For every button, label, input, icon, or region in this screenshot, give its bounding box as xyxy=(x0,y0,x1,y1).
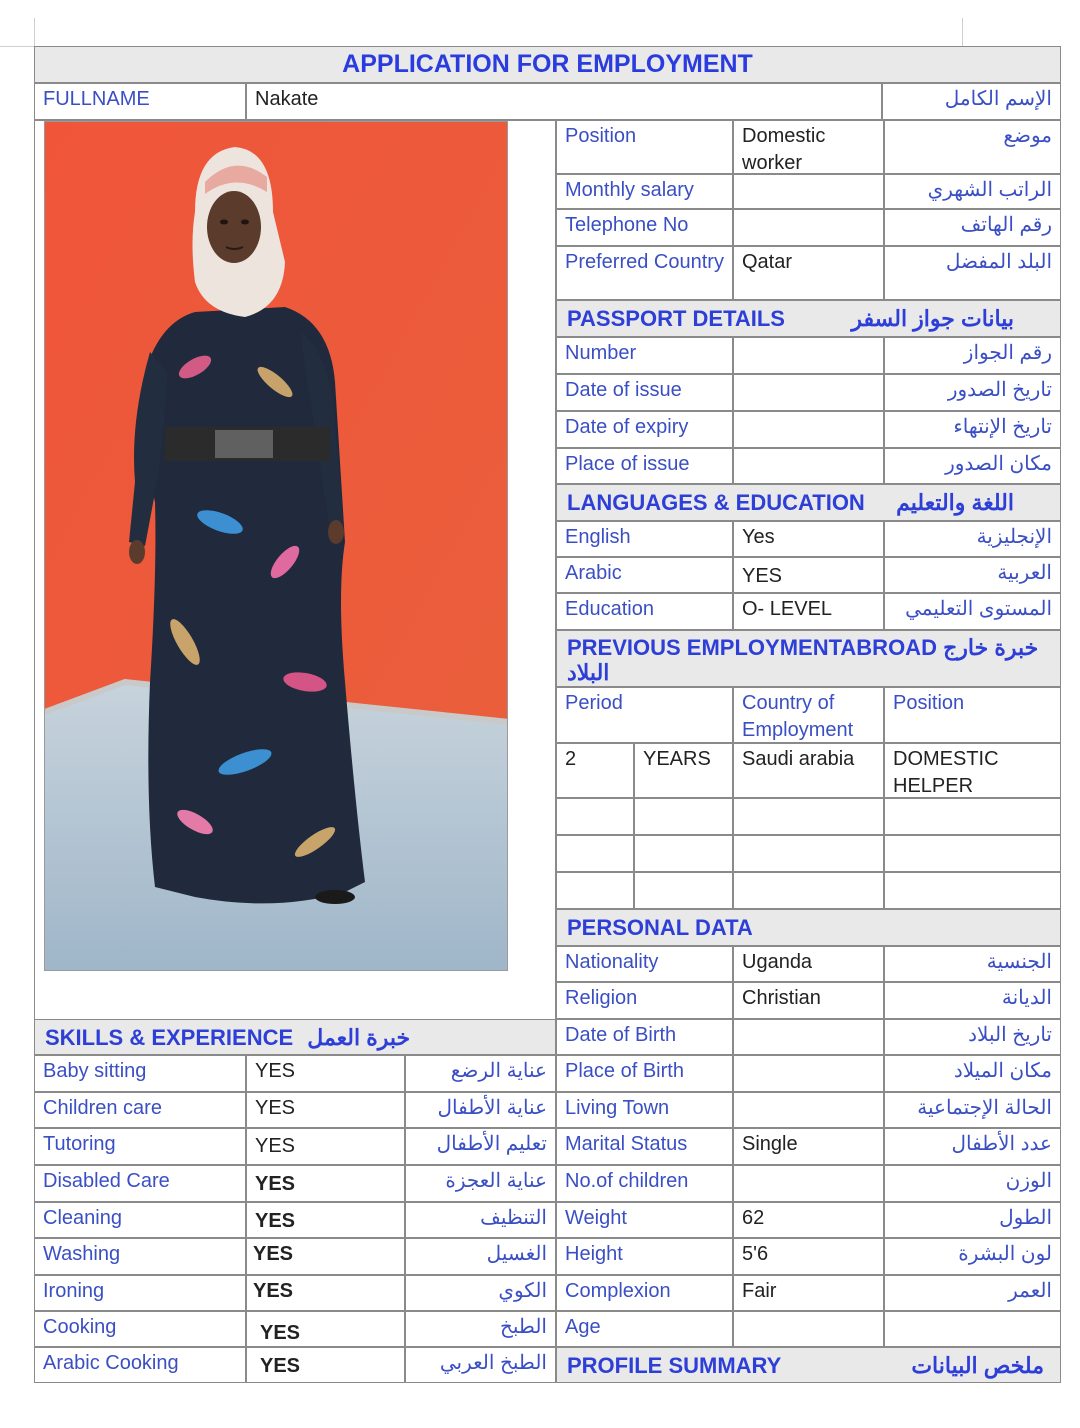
employment-country: Saudi arabia xyxy=(733,743,884,798)
skill-arabic-label: عناية الأطفال xyxy=(405,1092,556,1128)
height-arabic-label: لون البشرة xyxy=(884,1238,1061,1275)
skills-heading: SKILLS & EXPERIENCE xyxy=(45,1025,294,1050)
preferred-country-label: Preferred Country xyxy=(556,246,733,300)
skill-label: Cleaning xyxy=(34,1202,246,1238)
height-value: 5'6 xyxy=(733,1238,884,1275)
skill-value: YES xyxy=(246,1055,405,1092)
monthly-salary-arabic-label: الراتب الشهري xyxy=(884,174,1061,209)
empty-cell xyxy=(733,835,884,872)
arabic-language-arabic-label: العربية xyxy=(884,557,1061,593)
fullname-value: Nakate xyxy=(246,83,882,120)
scan-edge-line xyxy=(34,18,35,46)
marital-status-arabic-label: عدد الأطفال xyxy=(884,1128,1061,1165)
skill-label: Disabled Care xyxy=(34,1165,246,1202)
living-town-label: Living Town xyxy=(556,1092,733,1128)
age-value xyxy=(733,1311,884,1347)
empty-cell xyxy=(634,798,733,835)
empty-cell xyxy=(634,835,733,872)
skill-arabic-label: الطبخ xyxy=(405,1311,556,1347)
english-value: Yes xyxy=(733,521,884,557)
passport-number-label: Number xyxy=(556,337,733,374)
skill-label: Ironing xyxy=(34,1275,246,1311)
skill-arabic-label: عناية الرضع xyxy=(405,1055,556,1092)
profile-summary-section-header xyxy=(556,1347,1061,1383)
fullname-arabic-label: الإسم الكامل xyxy=(882,83,1061,120)
period-number: 2 xyxy=(556,743,634,798)
passport-heading: PASSPORT DETAILS xyxy=(567,306,785,331)
skill-arabic-label: عناية العجزة xyxy=(405,1165,556,1202)
complexion-label: Complexion xyxy=(556,1275,733,1311)
religion-arabic-label: الديانة xyxy=(884,982,1061,1019)
english-arabic-label: الإنجليزية xyxy=(884,521,1061,557)
position-value: Domestic worker xyxy=(733,120,884,174)
preferred-country-value: Qatar xyxy=(733,246,884,300)
scan-edge-line xyxy=(962,18,963,46)
personal-data-section-header xyxy=(556,909,1061,946)
age-label: Age xyxy=(556,1311,733,1347)
living-town-arabic-label: الحالة الإجتماعية xyxy=(884,1092,1061,1128)
empty-cell xyxy=(884,835,1061,872)
empty-cell xyxy=(884,798,1061,835)
applicant-photo xyxy=(44,121,508,971)
complexion-arabic-label: العمر xyxy=(884,1275,1061,1311)
weight-value: 62 xyxy=(733,1202,884,1238)
skill-value: YES xyxy=(246,1347,405,1383)
place-of-birth-value xyxy=(733,1055,884,1092)
skill-label: Baby sitting xyxy=(34,1055,246,1092)
skill-value: YES xyxy=(246,1092,405,1128)
passport-heading-arabic: بيانات جواز السفر xyxy=(851,306,1014,331)
skill-label: Arabic Cooking xyxy=(34,1347,246,1383)
previous-employment-heading: PREVIOUS EMPLOYMENTABROAD xyxy=(567,635,937,660)
previous-employment-heading-arabic: خبرة خارج البلاد xyxy=(567,635,1039,685)
children-count-arabic-label: الوزن xyxy=(884,1165,1061,1202)
skill-value: YES xyxy=(246,1238,405,1275)
nationality-label: Nationality xyxy=(556,946,733,982)
telephone-value xyxy=(733,209,884,246)
religion-value: Christian xyxy=(733,982,884,1019)
nationality-arabic-label: الجنسية xyxy=(884,946,1061,982)
children-count-value xyxy=(733,1165,884,1202)
empty-cell xyxy=(556,835,634,872)
date-of-birth-label: Date of Birth xyxy=(556,1019,733,1055)
employment-position: DOMESTIC HELPER xyxy=(884,743,1061,798)
date-of-birth-arabic-label: تاريخ البلاد xyxy=(884,1019,1061,1055)
languages-section-header xyxy=(556,484,1061,521)
skill-arabic-label: الغسيل xyxy=(405,1238,556,1275)
skill-value: YES xyxy=(246,1311,405,1347)
place-of-birth-label: Place of Birth xyxy=(556,1055,733,1092)
place-of-issue-arabic-label: مكان الصدور xyxy=(884,448,1061,484)
profile-summary-heading-arabic: ملخص البيانات xyxy=(911,1353,1044,1378)
education-arabic-label: المستوى التعليمي xyxy=(884,593,1061,630)
profile-summary-heading: PROFILE SUMMARY xyxy=(567,1353,782,1378)
monthly-salary-value xyxy=(733,174,884,209)
skill-label: Cooking xyxy=(34,1311,246,1347)
living-town-value xyxy=(733,1092,884,1128)
skill-value: YES xyxy=(246,1275,405,1311)
date-of-issue-value xyxy=(733,374,884,411)
empty-cell xyxy=(733,798,884,835)
skill-label: Tutoring xyxy=(34,1128,246,1165)
place-of-birth-arabic-label: مكان الميلاد xyxy=(884,1055,1061,1092)
weight-label: Weight xyxy=(556,1202,733,1238)
place-of-issue-label: Place of issue xyxy=(556,448,733,484)
empty-cell xyxy=(556,872,634,909)
english-label: English xyxy=(556,521,733,557)
arabic-language-value: YES xyxy=(733,557,884,593)
empty-cell xyxy=(556,798,634,835)
arabic-language-label: Arabic xyxy=(556,557,733,593)
languages-heading-arabic: اللغة والتعليم xyxy=(896,490,1014,515)
height-label: Height xyxy=(556,1238,733,1275)
empty-cell xyxy=(884,872,1061,909)
education-label: Education xyxy=(556,593,733,630)
skills-section-header xyxy=(34,1019,556,1055)
skill-value: YES xyxy=(246,1128,405,1165)
date-of-expiry-arabic-label: تاريخ الإنتهاء xyxy=(884,411,1061,448)
date-of-issue-arabic-label: تاريخ الصدور xyxy=(884,374,1061,411)
children-count-label: No.of children xyxy=(556,1165,733,1202)
country-of-employment-column-header: Country of Employment xyxy=(733,687,884,743)
skill-arabic-label: تعليم الأطفال xyxy=(405,1128,556,1165)
position-column-header: Position xyxy=(884,687,1061,743)
date-of-expiry-label: Date of expiry xyxy=(556,411,733,448)
telephone-arabic-label: رقم الهاتف xyxy=(884,209,1061,246)
preferred-country-arabic-label: البلد المفضل xyxy=(884,246,1061,300)
weight-arabic-label: الطول xyxy=(884,1202,1061,1238)
position-label: Position xyxy=(556,120,733,174)
skill-arabic-label: الطبخ العربي xyxy=(405,1347,556,1383)
position-arabic-label: موضع xyxy=(884,120,1061,174)
previous-employment-section-header xyxy=(556,630,1061,687)
personal-data-heading: PERSONAL DATA xyxy=(567,915,753,940)
passport-section-header xyxy=(556,300,1061,337)
skill-value: YES xyxy=(246,1165,405,1202)
education-value: O- LEVEL xyxy=(733,593,884,630)
languages-heading: LANGUAGES & EDUCATION xyxy=(567,490,865,515)
complexion-value: Fair xyxy=(733,1275,884,1311)
form-title: APPLICATION FOR EMPLOYMENT xyxy=(34,46,1061,83)
passport-number-arabic-label: رقم الجواز xyxy=(884,337,1061,374)
date-of-expiry-value xyxy=(733,411,884,448)
monthly-salary-label: Monthly salary xyxy=(556,174,733,209)
skills-heading-arabic: خبرة العمل xyxy=(307,1025,411,1050)
skill-arabic-label: الكوي xyxy=(405,1275,556,1311)
empty-cell xyxy=(733,872,884,909)
date-of-issue-label: Date of issue xyxy=(556,374,733,411)
telephone-label: Telephone No xyxy=(556,209,733,246)
fullname-label: FULLNAME xyxy=(34,83,246,120)
period-unit: YEARS xyxy=(634,743,733,798)
period-column-header: Period xyxy=(556,687,733,743)
skill-label: Children care xyxy=(34,1092,246,1128)
scan-edge-line xyxy=(0,46,34,47)
empty-cell xyxy=(634,872,733,909)
marital-status-value: Single xyxy=(733,1128,884,1165)
nationality-value: Uganda xyxy=(733,946,884,982)
age-arabic-label xyxy=(884,1311,1061,1347)
place-of-issue-value xyxy=(733,448,884,484)
skill-arabic-label: التنظيف xyxy=(405,1202,556,1238)
passport-number-value xyxy=(733,337,884,374)
skill-value: YES xyxy=(246,1202,405,1238)
religion-label: Religion xyxy=(556,982,733,1019)
date-of-birth-value xyxy=(733,1019,884,1055)
employment-application-form xyxy=(34,46,1061,1383)
skill-label: Washing xyxy=(34,1238,246,1275)
marital-status-label: Marital Status xyxy=(556,1128,733,1165)
